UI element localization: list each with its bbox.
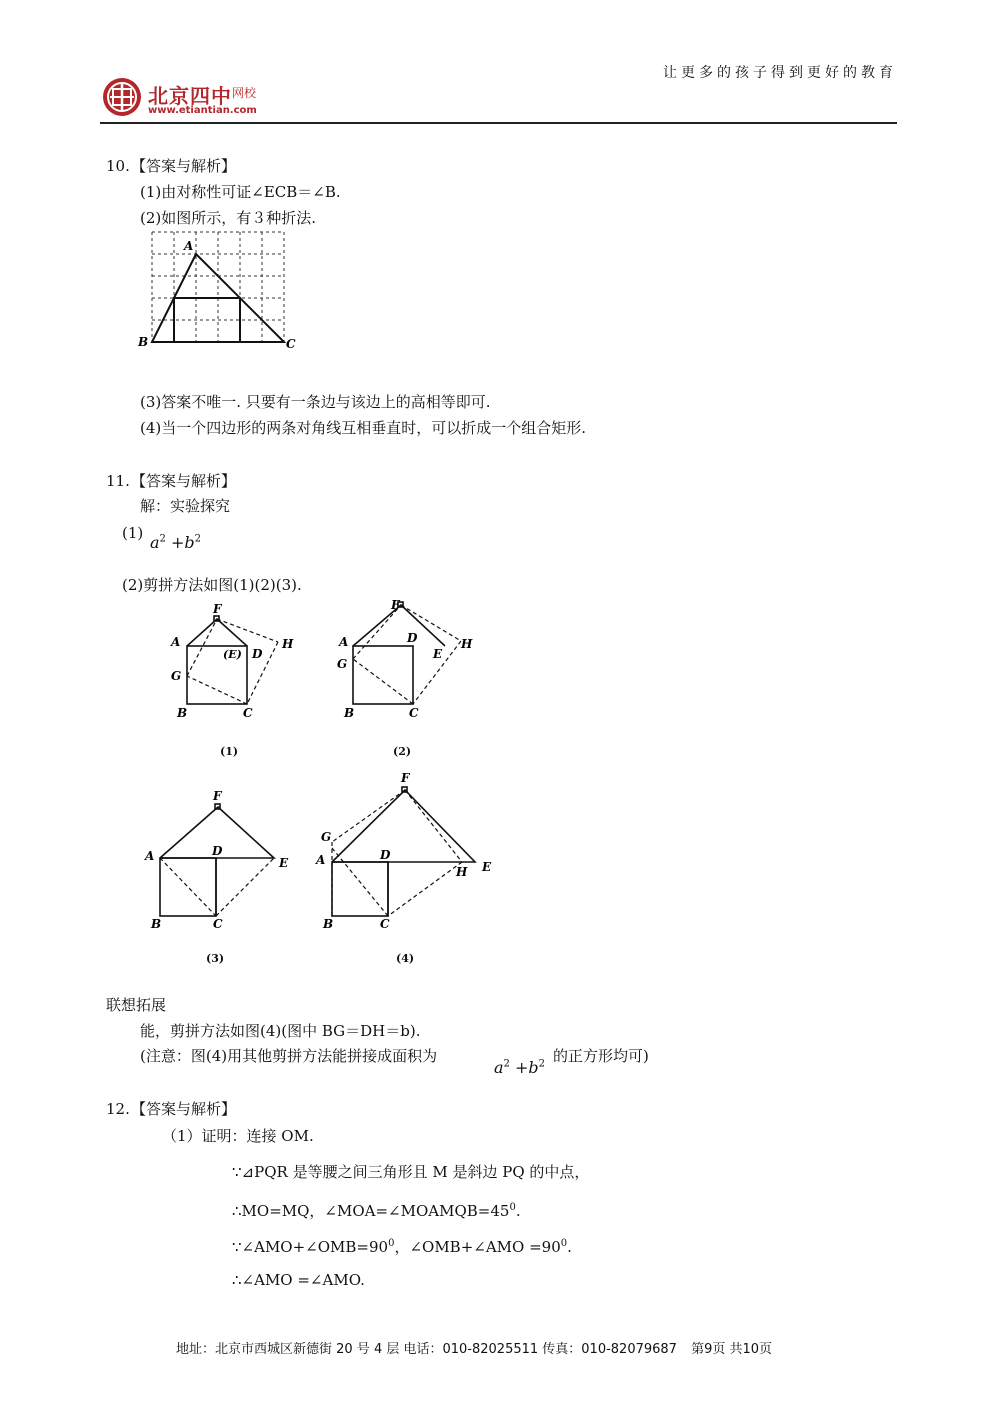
fig4-label-e: E <box>482 860 492 874</box>
q12-part1: （1）证明：连接 OM. <box>162 1127 314 1145</box>
q12-line3-mid: ，∠OMB+∠AMO =90 <box>394 1238 561 1256</box>
q12-line4: ∴∠AMO =∠AMO. <box>232 1271 365 1289</box>
brand-name: 北京四中 <box>148 84 232 108</box>
fig1-label-b: B <box>177 706 188 720</box>
q11-figure-2 <box>333 595 483 725</box>
fig4-label-b: B <box>323 917 334 931</box>
formula-b: b <box>184 533 195 552</box>
fig4-label-f: F <box>401 771 410 785</box>
fig1-label-g: G <box>171 669 182 683</box>
fig4-label-h: H <box>456 865 468 879</box>
fig3-label-c: C <box>213 917 223 931</box>
q11-formula <box>150 533 201 552</box>
fig1-label-f: F <box>213 602 222 616</box>
fig1-label-d: D <box>252 647 263 661</box>
footer <box>176 1338 772 1357</box>
q10-part1: (1)由对称性可证∠ECB＝∠B. <box>140 183 341 201</box>
q12-line3 <box>232 1234 572 1257</box>
q11-caption-3: (3) <box>206 952 225 965</box>
brand-sub: 网校 <box>232 86 257 100</box>
footer-address: 地址：北京市西城区新德街 20 号 4 层 电话：010-82025511 传真：010-82079687 <box>176 1342 677 1357</box>
q10-label-a: A <box>184 239 194 253</box>
fig3-label-d: D <box>212 844 223 858</box>
q11-number: 11. <box>106 472 130 490</box>
q11-part1-label: (1) <box>122 524 144 542</box>
q12-line2-sup: 0 <box>509 1202 516 1213</box>
fig2-label-g: G <box>337 657 348 671</box>
fig2-label-f: F <box>391 598 400 612</box>
q10-part4: (4)当一个四边形的两条对角线互相垂直时，可以折成一个组合矩形. <box>140 419 587 437</box>
brand-url: www.etiantian.com <box>148 105 257 116</box>
q12-line2-text: ∴MO=MQ，∠MOA=∠MOAMQB=45 <box>232 1202 510 1220</box>
q10-label-b: B <box>138 335 149 349</box>
q12-line3-text: ∵∠AMO+∠OMB=90 <box>232 1238 389 1256</box>
fig2-label-c: C <box>409 706 419 720</box>
fig2-label-e: E <box>433 647 443 661</box>
footer-page: 第9页 共10页 <box>691 1342 773 1357</box>
q11-extension-title: 联想拓展 <box>106 996 167 1014</box>
q11-intro: 解：实验探究 <box>140 497 231 515</box>
q11-part2: (2)剪拼方法如图(1)(2)(3). <box>122 576 302 594</box>
q11-figure-4 <box>312 768 502 933</box>
q11-caption-4: (4) <box>396 952 415 965</box>
q11-extension-line1: 能，剪拼方法如图(4)(图中 BG＝DH＝b). <box>140 1022 421 1040</box>
q12-line3-end: . <box>567 1238 572 1256</box>
q11-caption-1: (1) <box>220 745 239 758</box>
q11-title: 【答案与解析】 <box>131 472 237 490</box>
fig2-label-h: H <box>461 637 473 651</box>
fig4-label-d: D <box>380 848 391 862</box>
fig1-label-h: H <box>282 637 294 651</box>
formula-exp-b: 2 <box>194 533 202 545</box>
q10-grid-figure <box>138 228 308 353</box>
ext-formula-b: b <box>528 1058 539 1077</box>
fig3-label-f: F <box>213 789 222 803</box>
q10-part2: (2)如图所示，有３种折法. <box>140 209 317 227</box>
q12-line2-end: . <box>515 1202 521 1220</box>
ext-formula-plus: + <box>515 1058 529 1077</box>
q12-line1: ∵⊿PQR 是等腰之间三角形且 M 是斜边 PQ 的中点， <box>232 1163 590 1181</box>
formula-a: a <box>150 533 160 552</box>
q11-figure-3 <box>140 785 300 935</box>
fig3-label-e: E <box>279 856 289 870</box>
q12-line3-sup2: 0 <box>560 1238 568 1249</box>
fig2-label-d: D <box>407 631 418 645</box>
q11-extension-formula <box>494 1058 545 1077</box>
ext-formula-exp-b: 2 <box>538 1058 546 1070</box>
formula-exp-a: 2 <box>159 533 166 545</box>
q12-line3-sup1: 0 <box>388 1238 395 1249</box>
formula-plus: + <box>171 533 185 552</box>
fig4-label-a: A <box>316 853 326 867</box>
q11-extension-line2-post: 的正方形均可) <box>553 1047 649 1065</box>
fig1-label-c: C <box>243 706 253 720</box>
q11-extension-line2-pre: (注意：图(4)用其他剪拼方法能拼接成面积为 <box>140 1047 438 1065</box>
fig2-label-b: B <box>344 706 355 720</box>
q12-line2 <box>232 1198 521 1221</box>
ext-formula-exp-a: 2 <box>503 1058 510 1070</box>
fig3-label-b: B <box>151 917 162 931</box>
q10-label-c: C <box>286 337 296 351</box>
q10-title: 【答案与解析】 <box>131 157 237 175</box>
q11-figure-1 <box>168 600 308 725</box>
q10-number: 10. <box>106 157 130 175</box>
fig2-label-a: A <box>339 635 349 649</box>
header-slogan: 让更多的孩子得到更好的教育 <box>663 65 897 81</box>
fig4-label-g: G <box>321 830 332 844</box>
header-rule <box>100 122 897 124</box>
fig4-label-c: C <box>380 917 390 931</box>
q10-part3: (3)答案不唯一. 只要有一条边与该边上的高相等即可. <box>140 393 491 411</box>
fig3-label-a: A <box>145 849 155 863</box>
fig1-label-a: A <box>171 635 181 649</box>
q12-title: 【答案与解析】 <box>131 1100 237 1118</box>
ext-formula-a: a <box>494 1058 504 1077</box>
fig1-label-e: (E) <box>223 648 242 661</box>
q11-caption-2: (2) <box>393 745 412 758</box>
q12-number: 12. <box>106 1100 130 1118</box>
